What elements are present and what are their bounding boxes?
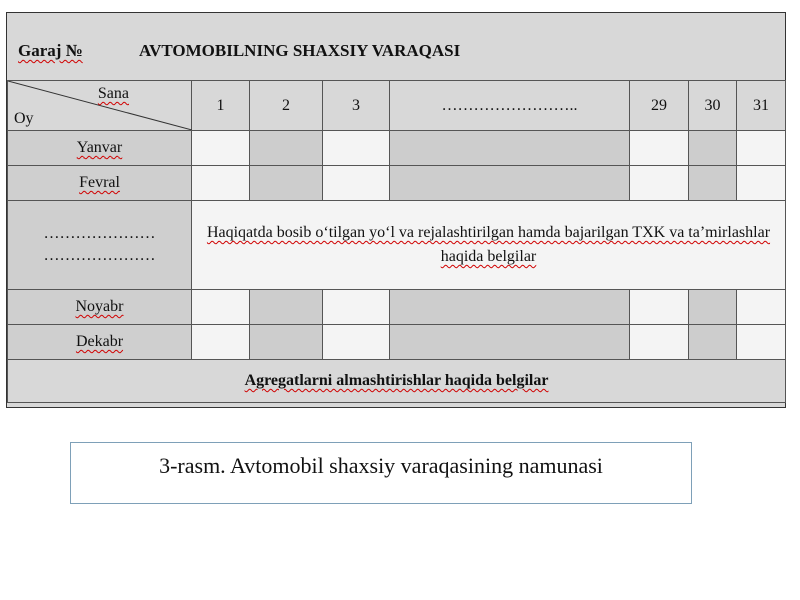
day-cell (323, 290, 390, 325)
note-row (8, 201, 786, 290)
day-cell (390, 166, 630, 201)
figure-caption: 3-rasm. Avtomobil shaxsiy varaqasining namunasi (70, 442, 692, 504)
unit-replacement-note: Agregatlarni almashtirishlar haqida belgilar (8, 360, 786, 403)
personal-vehicle-sheet (6, 12, 786, 408)
day-cell (192, 166, 250, 201)
day-cell (689, 290, 737, 325)
month-row (8, 325, 786, 360)
month-row (8, 290, 786, 325)
ellipsis-months (8, 201, 192, 290)
day-cell (390, 131, 630, 166)
corner-label-month: Oy (14, 110, 34, 127)
day-cell (250, 290, 323, 325)
day-header-ellipsis: …………………….. (390, 81, 630, 131)
ellipsis-line: ………………… (43, 247, 156, 264)
ellipsis-line: ………………… (43, 225, 156, 242)
day-cell (737, 166, 786, 201)
day-header: 31 (737, 81, 786, 131)
month-label: Noyabr (8, 290, 192, 325)
day-cell (192, 131, 250, 166)
day-cell (737, 325, 786, 360)
month-label: Dekabr (8, 325, 192, 360)
day-header: 2 (250, 81, 323, 131)
day-header: 1 (192, 81, 250, 131)
sheet-title-row (7, 13, 785, 81)
day-cell (630, 131, 689, 166)
day-cell (630, 290, 689, 325)
day-cell (689, 325, 737, 360)
day-cell (689, 131, 737, 166)
day-cell (390, 325, 630, 360)
day-cell (737, 290, 786, 325)
day-cell (390, 290, 630, 325)
day-cell (323, 131, 390, 166)
day-cell (250, 131, 323, 166)
corner-cell (8, 81, 192, 131)
month-label: Yanvar (8, 131, 192, 166)
day-cell (323, 325, 390, 360)
corner-label-date: Sana (97, 85, 129, 102)
day-cell (630, 166, 689, 201)
sheet-title: AVTOMOBILNING SHAXSIY VARAQASI (139, 41, 461, 60)
footer-row (8, 360, 786, 403)
day-header: 3 (323, 81, 390, 131)
day-cell (689, 166, 737, 201)
day-cell (737, 131, 786, 166)
day-cell (630, 325, 689, 360)
day-cell (250, 166, 323, 201)
day-header: 29 (630, 81, 689, 131)
garage-number-label: Garaj № (18, 41, 83, 60)
day-cell (323, 166, 390, 201)
day-cell (192, 290, 250, 325)
month-row (8, 131, 786, 166)
day-cell (250, 325, 323, 360)
header-row (8, 81, 786, 131)
month-row (8, 166, 786, 201)
month-label: Fevral (8, 166, 192, 201)
calendar-grid (7, 80, 786, 403)
day-cell (192, 325, 250, 360)
day-header: 30 (689, 81, 737, 131)
distance-maintenance-note: Haqiqatda bosib o‘tilgan yo‘l va rejalashtirilgan hamda bajarilgan TXK va ta’mirlashlar haqida belgilar (192, 201, 786, 290)
